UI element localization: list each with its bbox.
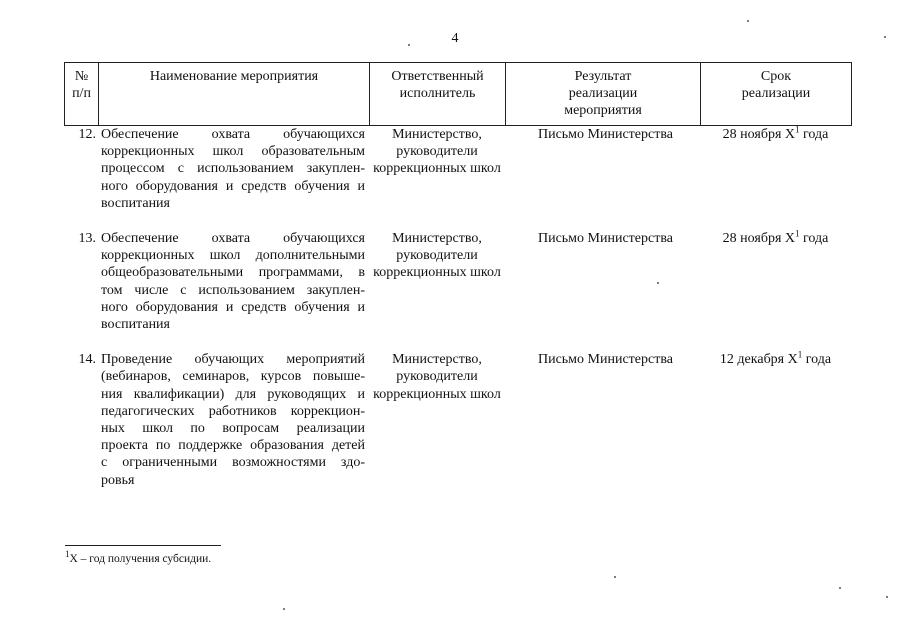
activity-name-line: ровья xyxy=(101,472,135,488)
footnote-text: X – год получения субсидии. xyxy=(69,553,212,565)
header-responsible: Ответственный исполнитель xyxy=(370,63,506,126)
responsible-line: Министерство, xyxy=(392,352,482,368)
activity-name-line: коррекционных школ дополнительными xyxy=(101,248,365,264)
term-footnote-marker: 1 xyxy=(795,228,800,239)
activity-name-line: с ограниченными возможностями здо- xyxy=(101,455,365,471)
responsible-line: коррекционных школ xyxy=(373,386,501,402)
activity-term xyxy=(700,351,851,489)
term-suffix: года xyxy=(799,127,829,142)
header-name: Наименование мероприятия xyxy=(99,63,370,126)
scan-speck xyxy=(839,587,841,589)
responsible-line: Министерство, xyxy=(392,127,482,142)
table-body xyxy=(64,126,851,507)
activity-name-line: ных школ по вопросам реализации xyxy=(101,421,365,437)
activity-name-line: том числе с использованием закуплен- xyxy=(101,282,365,298)
scan-speck xyxy=(886,596,888,598)
term-suffix: года xyxy=(799,231,829,247)
activity-name-line: общеобразовательными программами, в xyxy=(101,265,365,281)
responsible-executor xyxy=(369,230,505,333)
activity-result: Письмо Министерства xyxy=(537,231,673,247)
activity-name xyxy=(98,230,369,333)
scan-speck xyxy=(657,282,659,284)
scan-speck xyxy=(408,44,410,46)
term-footnote-marker: 1 xyxy=(795,124,800,135)
activity-name-line: педагогических работников коррекцион- xyxy=(101,403,365,419)
activity-name-line: (вебинаров, семинаров, курсов повыше- xyxy=(101,369,365,385)
responsible-line: руководители xyxy=(396,248,478,264)
responsible-line: руководители xyxy=(396,144,478,160)
responsible-executor xyxy=(369,126,505,212)
activity-name-line: процессом с использованием закуплен- xyxy=(101,161,365,177)
term-suffix: года xyxy=(802,352,832,368)
activity-name-line: коррекционных школ образовательным xyxy=(101,144,365,160)
page-number: 4 xyxy=(451,31,459,46)
activity-name-line: воспитания xyxy=(101,195,170,211)
footnote xyxy=(65,549,212,565)
responsible-executor xyxy=(369,351,505,489)
activity-name-line: ного оборудования и средств обучения и xyxy=(101,178,365,194)
activity-name-line: ного оборудования и средств обучения и xyxy=(101,299,365,315)
row-number: 12. xyxy=(78,127,96,142)
table-header xyxy=(64,62,852,126)
activity-name-line: воспитания xyxy=(101,317,170,333)
term-text: 12 декабря X xyxy=(719,352,798,368)
activity-name-line: Обеспечение охвата обучающихся xyxy=(101,127,365,142)
term-text: 28 ноября X xyxy=(722,127,795,142)
activity-name xyxy=(98,351,369,489)
header-num: № п/п xyxy=(65,63,99,126)
table-row xyxy=(64,126,851,212)
activity-name-line: проекта по поддержке образования детей xyxy=(101,438,365,454)
responsible-line: коррекционных школ xyxy=(373,161,501,177)
term-footnote-marker: 1 xyxy=(797,349,803,360)
activity-name-line: Проведение обучающих мероприятий xyxy=(101,352,365,368)
activity-name xyxy=(98,126,369,212)
table-row xyxy=(64,351,851,489)
footnote-divider xyxy=(65,545,221,546)
activity-name-line: ния квалификации) для руководящих и xyxy=(101,386,365,402)
responsible-line: руководители xyxy=(396,369,478,385)
activity-name-line: Обеспечение охвата обучающихся xyxy=(101,231,365,247)
term-text: 28 ноября X xyxy=(722,231,795,247)
responsible-line: Министерство, xyxy=(392,231,482,247)
table-row xyxy=(64,230,851,333)
activity-term xyxy=(700,230,851,333)
scan-speck xyxy=(614,576,616,578)
scan-speck xyxy=(884,36,886,38)
header-term: Срок реализации xyxy=(701,63,852,126)
activity-term xyxy=(700,126,851,212)
row-number: 14. xyxy=(78,352,96,368)
scan-speck xyxy=(747,20,749,22)
row-number: 13. xyxy=(78,231,96,247)
activity-result: Письмо Министерства xyxy=(537,127,673,142)
footnote-marker: 1 xyxy=(65,549,70,560)
scan-speck xyxy=(283,608,285,610)
header-result: Результат реализации мероприятия xyxy=(506,63,701,126)
activity-result: Письмо Министерства xyxy=(537,352,673,368)
responsible-line: коррекционных школ xyxy=(373,265,501,281)
